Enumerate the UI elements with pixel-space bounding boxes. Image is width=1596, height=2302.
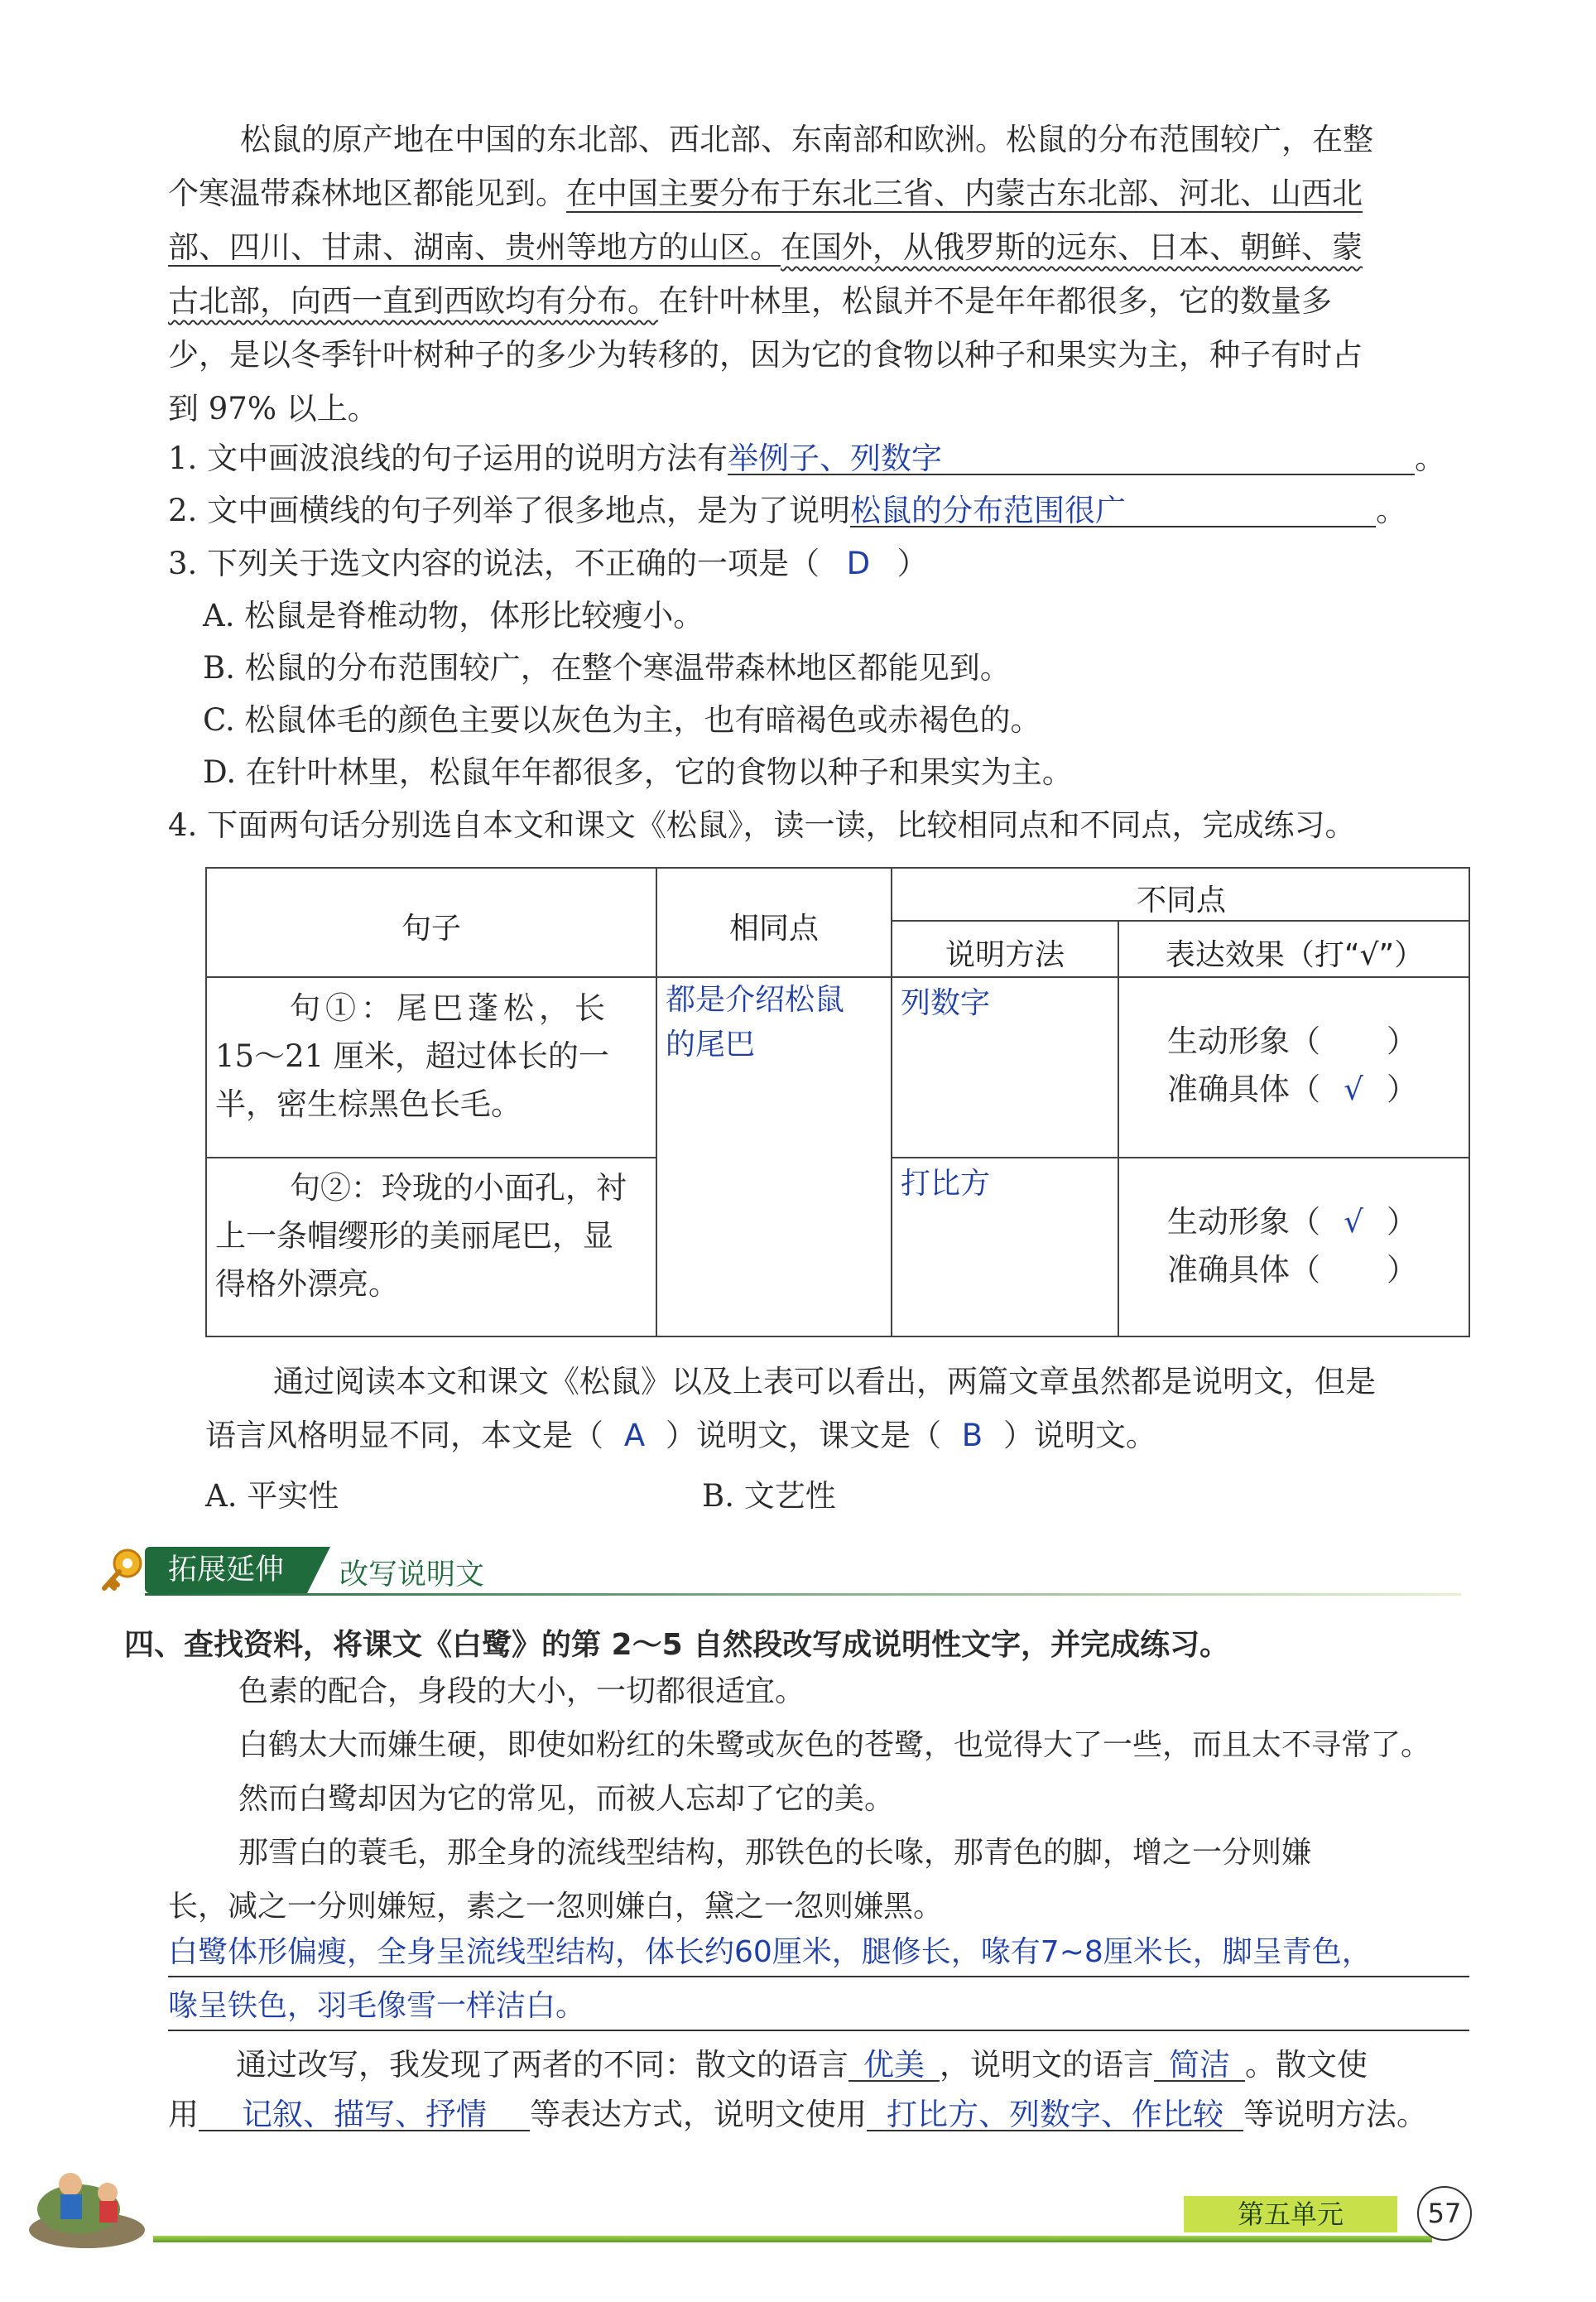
paren-close: ） (1387, 1252, 1417, 1288)
wavy-sentence: 在国外，从俄罗斯的远东、日本、朝鲜、蒙 (781, 229, 1363, 265)
question-2-answer[interactable]: 松鼠的分布范围很广 (850, 495, 1376, 527)
unit-label: 第五单元 (1184, 2196, 1397, 2232)
option-a-plain: A. 平实性 (205, 1478, 339, 1514)
question-3-text: 3. 下列关于选文内容的说法，不正确的一项是（ (168, 546, 820, 581)
question-1 (168, 443, 1445, 475)
effect-vivid-label: 生动形象（ (1167, 1204, 1320, 1240)
rewrite-answer-line-2[interactable]: 喙呈铁色，羽毛像雪一样洁白。 (168, 1991, 1469, 2031)
footer-bar (153, 2236, 1432, 2242)
check-mark[interactable]: √ (1344, 1072, 1363, 1107)
question-2-text: 2. 文中画横线的句子列举了很多地点，是为了说明 (168, 493, 851, 528)
sentence-1-line: 15～21 厘米，超过体长的一 (215, 1038, 609, 1074)
comparison-table (205, 867, 1470, 1337)
key-icon (98, 1545, 147, 1595)
underlined-sentence-cont: 部、四川、甘肃、湖南、贵州等地方的山区。 (168, 229, 781, 265)
expository-language-answer[interactable]: 简洁 (1154, 2049, 1245, 2082)
question-3-end: ） (897, 546, 928, 581)
text: 用 (168, 2097, 199, 2132)
section-divider (145, 1593, 1461, 1596)
question-2 (168, 495, 1406, 527)
kids-reading-illustration (21, 2151, 153, 2251)
question-2-end: 。 (1376, 493, 1407, 528)
q4-after-line-1: 通过阅读本文和课文《松鼠》以及上表可以看出，两篇文章虽然都是说明文，但是 (273, 1364, 1376, 1399)
question-1-answer[interactable]: 举例子、列数字 (728, 443, 1415, 475)
conclusion-line-2 (168, 2099, 1427, 2131)
q3-option-c: C. 松鼠体毛的颜色主要以灰色为主，也有暗褐色或赤褐色的。 (203, 702, 1041, 738)
header-same: 相同点 (728, 912, 819, 946)
conclusion-line-1 (236, 2049, 1368, 2082)
bailu-p2: 白鹤太大而嫌生硬，即使如粉红的朱鹭或灰色的苍鹭，也觉得大了一些，而且太不寻常了。 (238, 1728, 1431, 1762)
expository-methods-answer[interactable]: 打比方、列数字、作比较 (867, 2099, 1243, 2131)
section-banner: 拓展延伸 (145, 1547, 307, 1593)
prose-methods-answer[interactable]: 记叙、描写、抒情 (199, 2099, 530, 2131)
text: 等说明方法。 (1243, 2097, 1427, 2132)
q3-option-b: B. 松鼠的分布范围较广，在整个寒温带森林地区都能见到。 (203, 650, 1011, 686)
passage-text: 个寒温带森林地区都能见到。 (168, 176, 566, 211)
header-sentence: 句子 (401, 912, 461, 946)
text: ，说明文的语言 (940, 2047, 1154, 2083)
method-1-answer[interactable]: 列数字 (901, 986, 991, 1020)
text: ）说明文，课文是（ (666, 1418, 941, 1453)
text: 语言风格明显不同，本文是（ (205, 1418, 603, 1453)
bailu-p3: 然而白鹭却因为它的常见，而被人忘却了它的美。 (238, 1782, 895, 1816)
passage-line-1: 松鼠的原产地在中国的东北部、西北部、东南部和欧洲。松鼠的分布范围较广，在整 (240, 122, 1373, 157)
answer-b[interactable]: B (961, 1418, 983, 1453)
sentence-2 (215, 1164, 650, 1308)
sentence-1-line: 半，密生棕黑色长毛。 (215, 1086, 522, 1122)
question-3 (168, 548, 928, 579)
header-effect: 表达效果（打“√”） (1165, 938, 1425, 972)
page-number: 57 (1417, 2186, 1472, 2241)
text: 等表达方式，说明文使用 (530, 2097, 867, 2132)
paren-close: ） (1387, 1023, 1417, 1059)
bailu-p4b: 长，减之一分则嫌短，素之一忽则嫌白，黛之一忽则嫌黑。 (168, 1890, 944, 1924)
passage-line-5: 少，是以冬季针叶树种子的多少为转移的，因为它的食物以种子和果实为主，种子有时占 (168, 337, 1363, 373)
header-diff: 不同点 (1136, 884, 1226, 917)
same-answer-line: 的尾巴 (666, 1028, 756, 1062)
check-mark[interactable]: √ (1344, 1204, 1363, 1240)
paren-close: ） (1387, 1204, 1417, 1240)
method-2-answer[interactable]: 打比方 (901, 1167, 991, 1201)
prose-language-answer[interactable]: 优美 (848, 2049, 940, 2082)
text: 通过改写，我发现了两者的不同：散文的语言 (236, 2047, 848, 2083)
effect-2 (1167, 1198, 1465, 1294)
sentence-1-line: 句①：尾巴蓬松，长 (290, 990, 610, 1026)
header-method: 说明方法 (945, 938, 1065, 972)
question-5-title: 四、查找资料，将课文《白鹭》的第 2～5 自然段改写成说明性文字，并完成练习。 (124, 1628, 1230, 1662)
text: ）说明文。 (1003, 1418, 1156, 1453)
same-answer-line: 都是介绍松鼠 (666, 983, 845, 1017)
text: 。散文使 (1245, 2047, 1368, 2083)
q4-after-line-2 (205, 1420, 1156, 1451)
bailu-p4a: 那雪白的蓑毛，那全身的流线型结构，那铁色的长喙，那青色的脚，增之一分则嫌 (238, 1836, 1312, 1870)
q3-option-a: A. 松鼠是脊椎动物，体形比较瘦小。 (203, 598, 704, 633)
section-subtitle: 改写说明文 (339, 1558, 485, 1592)
sentence-2-line: 句②：玲珑的小面孔，衬 (290, 1170, 627, 1206)
passage-line-3 (168, 229, 1363, 265)
option-b-literary: B. 文艺性 (702, 1478, 836, 1514)
question-1-end: 。 (1415, 441, 1446, 476)
effect-vivid-label: 生动形象（ (1167, 1023, 1320, 1059)
effect-exact-label: 准确具体（ (1167, 1252, 1320, 1288)
underlined-sentence: 在中国主要分布于东北三省、内蒙古东北部、河北、山西北 (566, 176, 1363, 211)
passage-line-4 (168, 283, 1332, 319)
effect-exact-label: 准确具体（ (1167, 1072, 1320, 1107)
passage-line-2 (168, 178, 1363, 209)
passage-line-6: 到 97% 以上。 (168, 391, 378, 426)
sentence-2-line: 得格外漂亮。 (215, 1266, 399, 1302)
question-1-text: 1. 文中画波浪线的句子运用的说明方法有 (168, 441, 728, 476)
effect-1 (1167, 1018, 1465, 1114)
sentence-2-line: 上一条帽缨形的美丽尾巴，显 (215, 1218, 613, 1254)
paren-close: ） (1387, 1072, 1417, 1107)
question-4: 4. 下面两句话分别选自本文和课文《松鼠》，读一读，比较相同点和不同点，完成练习。 (168, 807, 1356, 843)
bailu-p1: 色素的配合，身段的大小，一切都很适宜。 (238, 1674, 805, 1708)
q3-option-d: D. 在针叶林里，松鼠年年都很多，它的食物以种子和果实为主。 (203, 754, 1073, 790)
rewrite-answer-line-1[interactable]: 白鹭体形偏瘦，全身呈流线型结构，体长约60厘米，腿修长，喙有7~8厘米长，脚呈青色， (168, 1938, 1469, 1977)
sentence-1 (215, 985, 650, 1129)
answer-a[interactable]: A (623, 1418, 646, 1453)
passage-text: 在针叶林里，松鼠并不是年年都很多，它的数量多 (658, 283, 1332, 319)
wavy-sentence-cont: 古北部，向西一直到西欧均有分布。 (168, 283, 658, 319)
same-answer[interactable] (666, 978, 889, 1067)
question-3-answer[interactable]: D (846, 546, 871, 581)
